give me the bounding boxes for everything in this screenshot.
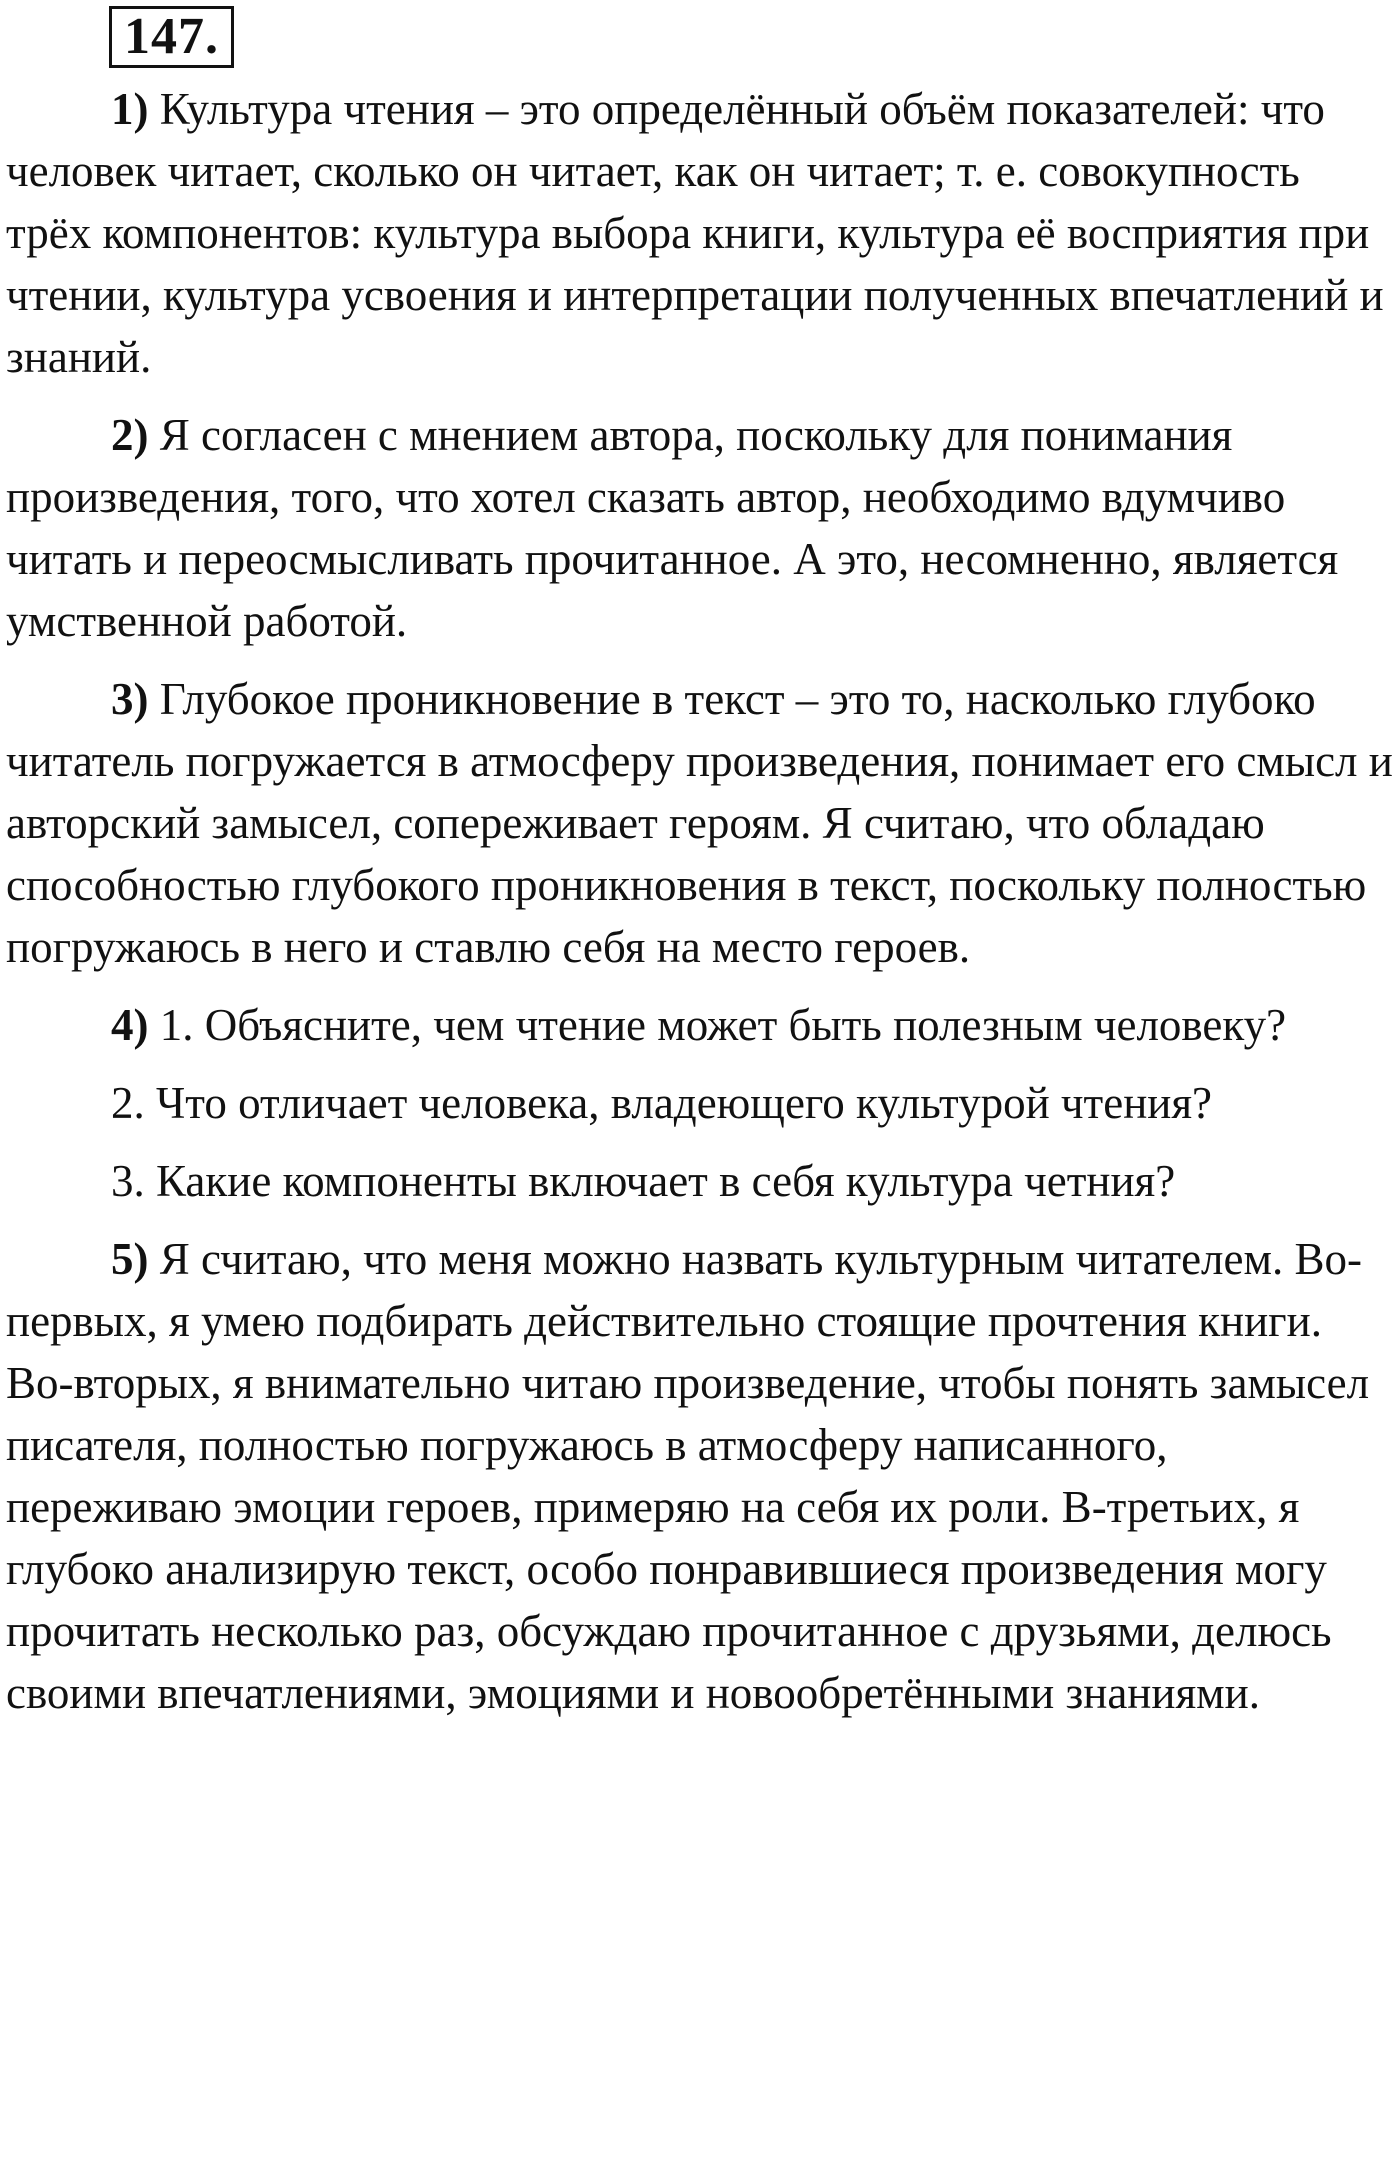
answer-paragraph xyxy=(6,78,1394,388)
answer-paragraph xyxy=(6,668,1394,978)
paragraph-number: 4) xyxy=(111,1000,149,1050)
paragraph-text: 1. Объясните, чем чтение может быть полезным человеку? xyxy=(148,1000,1287,1050)
paragraph-text: Глубокое проникновение в текст – это то, насколько глубоко читатель погружается в атмосферу произведения, понимает его смысл и авторский замысел, сопереживает героям. Я считаю, что обладаю способностью глубокого проникновения в текст, поскольку полностью погружаюсь в него и ставлю себя на место героев. xyxy=(6,674,1393,972)
paragraph-text: Культура чтения – это определённый объём показателей: что человек читает, сколько он читает, как он читает; т. е. совокупность трёх компонентов: культура выбора книги, культура её восприятия при чтении, культура усвоения и интерпретации полученных впечатлений и знаний. xyxy=(6,84,1384,382)
paragraph-text: 3. Какие компоненты включает в себя культура четния? xyxy=(111,1156,1176,1206)
paragraph-number: 2) xyxy=(111,410,149,460)
answer-page xyxy=(6,6,1394,1740)
exercise-number: 147. xyxy=(109,6,234,68)
answer-paragraph xyxy=(6,1228,1394,1724)
answer-text xyxy=(6,78,1394,1724)
question-item xyxy=(6,1150,1394,1212)
question-item xyxy=(6,1072,1394,1134)
paragraph-number: 1) xyxy=(111,84,149,134)
paragraph-number: 5) xyxy=(111,1234,149,1284)
paragraph-text: 2. Что отличает человека, владеющего культурой чтения? xyxy=(111,1078,1213,1128)
answer-paragraph xyxy=(6,404,1394,652)
paragraph-text: Я считаю, что меня можно назвать культурным читателем. Во-первых, я умею подбирать действительно стоящие прочтения книги. Во-вторых, я внимательно читаю произведение, чтобы понять замысел писателя, полностью погружаюсь в атмосферу написанного, переживаю эмоции героев, примеряю на себя их роли. В-третьих, я глубоко анализирую текст, особо понравившиеся произведения могу прочитать несколько раз, обсуждаю прочитанное с друзьями, делюсь своими впечатлениями, эмоциями и новообретёнными знаниями. xyxy=(6,1234,1370,1718)
paragraph-number: 3) xyxy=(111,674,149,724)
answer-paragraph xyxy=(6,994,1394,1056)
paragraph-text: Я согласен с мнением автора, поскольку для понимания произведения, того, что хотел сказать автор, необходимо вдумчиво читать и переосмысливать прочитанное. А это, несомненно, является умственной работой. xyxy=(6,410,1339,646)
